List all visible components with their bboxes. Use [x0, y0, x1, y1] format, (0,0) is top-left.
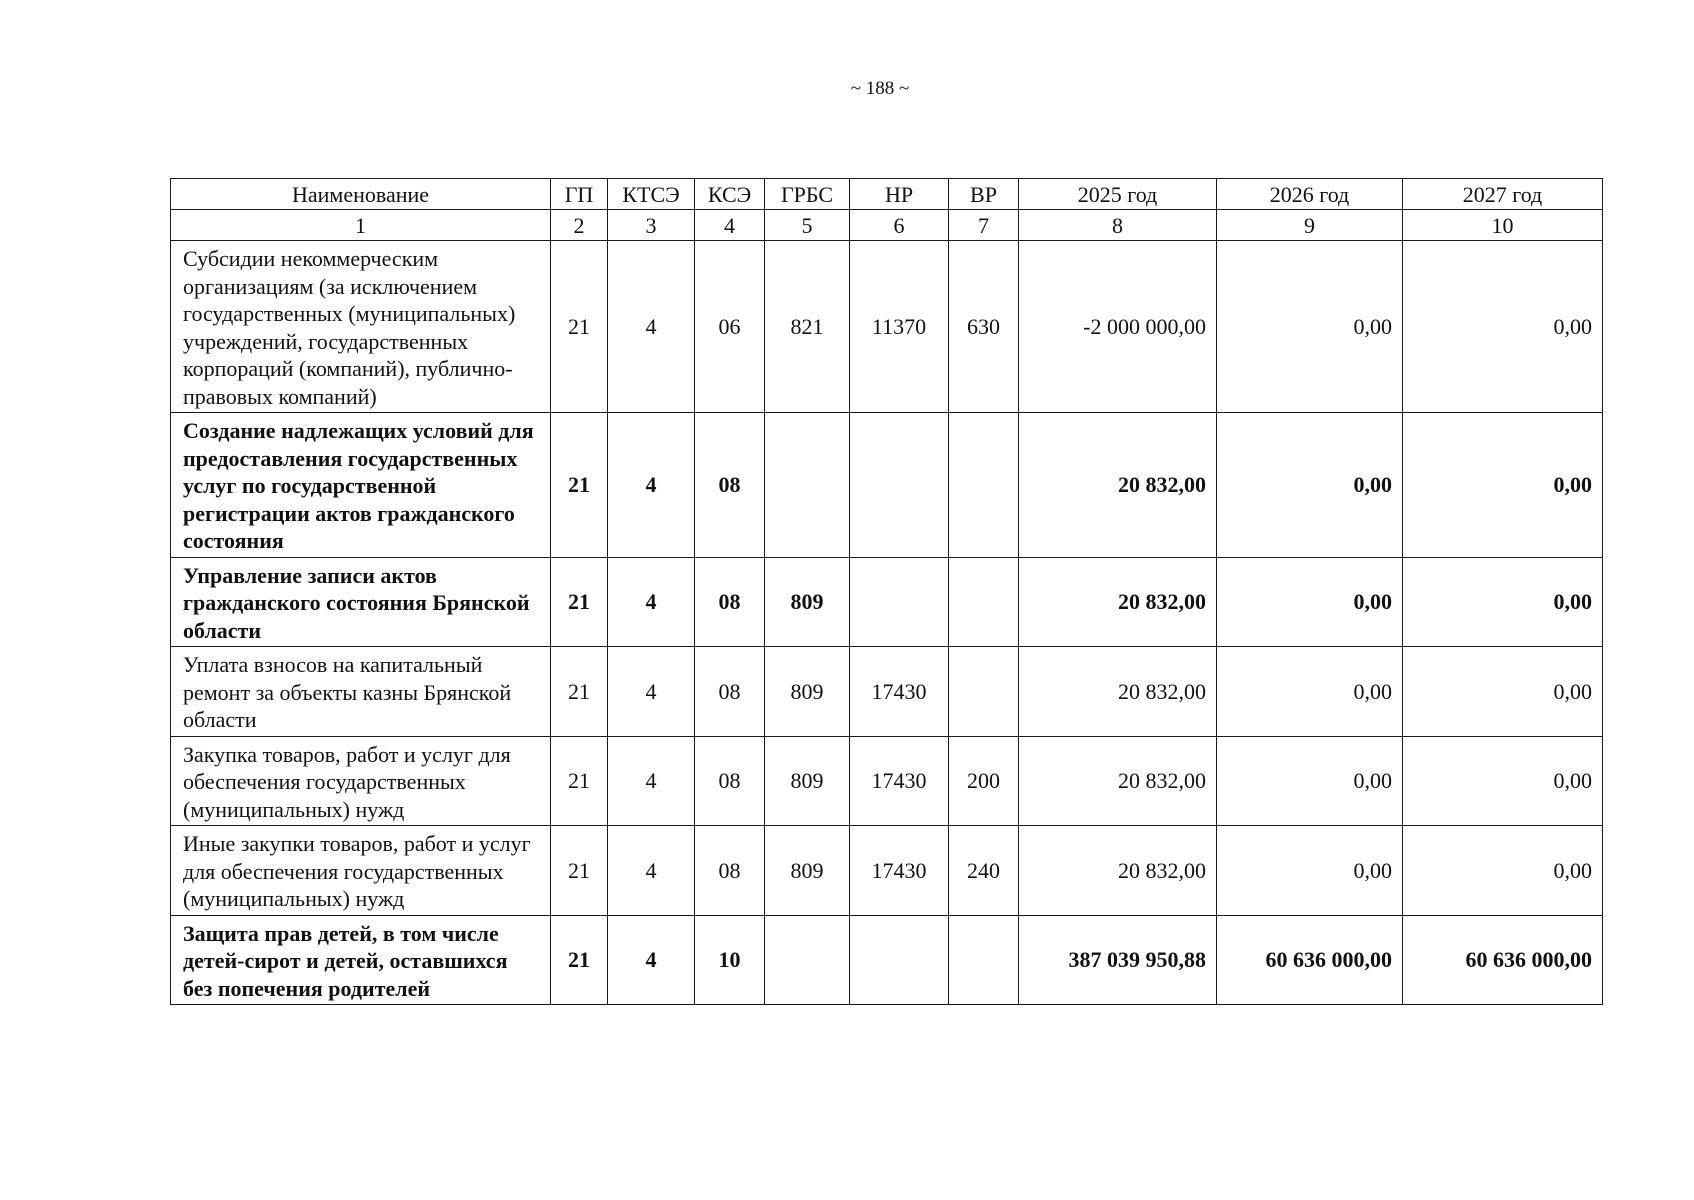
header-kse: КСЭ [695, 179, 765, 210]
table-row [171, 647, 1603, 737]
table-row [171, 736, 1603, 826]
row-gp: 21 [551, 241, 608, 413]
row-vr: 630 [949, 241, 1019, 413]
header-grbs: ГРБС [765, 179, 850, 210]
row-grbs: 809 [765, 736, 850, 826]
row-vr [949, 413, 1019, 558]
row-nr [850, 413, 949, 558]
row-name: Закупка товаров, работ и услуг для обеспечения государственных (муниципальных) нужд [171, 736, 551, 826]
row-nr [850, 557, 949, 647]
column-number: 8 [1019, 210, 1217, 241]
row-grbs [765, 915, 850, 1005]
row-ktse: 4 [608, 826, 695, 916]
table-row [171, 557, 1603, 647]
row-2025: 20 832,00 [1019, 557, 1217, 647]
column-number: 10 [1403, 210, 1603, 241]
row-name: Иные закупки товаров, работ и услуг для обеспечения государственных (муниципальных) нужд [171, 826, 551, 916]
row-2025: 20 832,00 [1019, 826, 1217, 916]
header-2027: 2027 год [1403, 179, 1603, 210]
header-nr: НР [850, 179, 949, 210]
table-row [171, 241, 1603, 413]
row-nr: 17430 [850, 647, 949, 737]
row-kse: 08 [695, 736, 765, 826]
row-vr [949, 915, 1019, 1005]
row-grbs: 809 [765, 826, 850, 916]
row-2027: 0,00 [1403, 647, 1603, 737]
row-2027: 0,00 [1403, 557, 1603, 647]
column-number-row [171, 210, 1603, 241]
column-number: 9 [1217, 210, 1403, 241]
row-nr: 17430 [850, 736, 949, 826]
row-grbs: 809 [765, 647, 850, 737]
table-row [171, 413, 1603, 558]
table-row [171, 826, 1603, 916]
column-number: 6 [850, 210, 949, 241]
row-2025: -2 000 000,00 [1019, 241, 1217, 413]
row-vr: 200 [949, 736, 1019, 826]
row-gp: 21 [551, 826, 608, 916]
row-2026: 0,00 [1217, 241, 1403, 413]
column-number: 3 [608, 210, 695, 241]
header-ktse: КТСЭ [608, 179, 695, 210]
row-2026: 0,00 [1217, 826, 1403, 916]
row-2025: 20 832,00 [1019, 736, 1217, 826]
row-2027: 0,00 [1403, 413, 1603, 558]
header-row [171, 179, 1603, 210]
column-number: 4 [695, 210, 765, 241]
row-nr: 17430 [850, 826, 949, 916]
column-number: 2 [551, 210, 608, 241]
row-grbs [765, 413, 850, 558]
row-ktse: 4 [608, 557, 695, 647]
row-2026: 0,00 [1217, 557, 1403, 647]
row-2025: 20 832,00 [1019, 413, 1217, 558]
header-name: Наименование [171, 179, 551, 210]
row-2026: 60 636 000,00 [1217, 915, 1403, 1005]
header-gp: ГП [551, 179, 608, 210]
row-kse: 08 [695, 647, 765, 737]
row-nr: 11370 [850, 241, 949, 413]
row-vr: 240 [949, 826, 1019, 916]
row-ktse: 4 [608, 915, 695, 1005]
column-number: 1 [171, 210, 551, 241]
row-name: Субсидии некоммерческим организациям (за исключением государственных (муниципальных) учреждений, государственных корпораций (компаний), публично-правовых компаний) [171, 241, 551, 413]
row-gp: 21 [551, 557, 608, 647]
row-grbs: 821 [765, 241, 850, 413]
row-vr [949, 557, 1019, 647]
row-nr [850, 915, 949, 1005]
column-number: 5 [765, 210, 850, 241]
row-grbs: 809 [765, 557, 850, 647]
row-name: Создание надлежащих условий для предоставления государственных услуг по государственной регистрации актов гражданского состояния [171, 413, 551, 558]
header-2026: 2026 год [1217, 179, 1403, 210]
row-vr [949, 647, 1019, 737]
row-2027: 0,00 [1403, 826, 1603, 916]
row-2027: 0,00 [1403, 736, 1603, 826]
row-kse: 08 [695, 557, 765, 647]
budget-table [170, 178, 1603, 1005]
row-kse: 06 [695, 241, 765, 413]
row-kse: 08 [695, 413, 765, 558]
row-kse: 08 [695, 826, 765, 916]
header-vr: ВР [949, 179, 1019, 210]
row-2026: 0,00 [1217, 647, 1403, 737]
row-name: Уплата взносов на капитальный ремонт за объекты казны Брянской области [171, 647, 551, 737]
row-gp: 21 [551, 413, 608, 558]
row-gp: 21 [551, 736, 608, 826]
row-name: Управление записи актов гражданского состояния Брянской области [171, 557, 551, 647]
row-ktse: 4 [608, 736, 695, 826]
row-name: Защита прав детей, в том числе детей-сирот и детей, оставшихся без попечения родителей [171, 915, 551, 1005]
column-number: 7 [949, 210, 1019, 241]
header-2025: 2025 год [1019, 179, 1217, 210]
page-number: ~ 188 ~ [850, 78, 910, 99]
row-ktse: 4 [608, 241, 695, 413]
row-2025: 387 039 950,88 [1019, 915, 1217, 1005]
row-kse: 10 [695, 915, 765, 1005]
row-gp: 21 [551, 647, 608, 737]
row-gp: 21 [551, 915, 608, 1005]
row-ktse: 4 [608, 647, 695, 737]
row-2026: 0,00 [1217, 413, 1403, 558]
row-2027: 60 636 000,00 [1403, 915, 1603, 1005]
row-ktse: 4 [608, 413, 695, 558]
row-2025: 20 832,00 [1019, 647, 1217, 737]
row-2026: 0,00 [1217, 736, 1403, 826]
table-row [171, 915, 1603, 1005]
row-2027: 0,00 [1403, 241, 1603, 413]
